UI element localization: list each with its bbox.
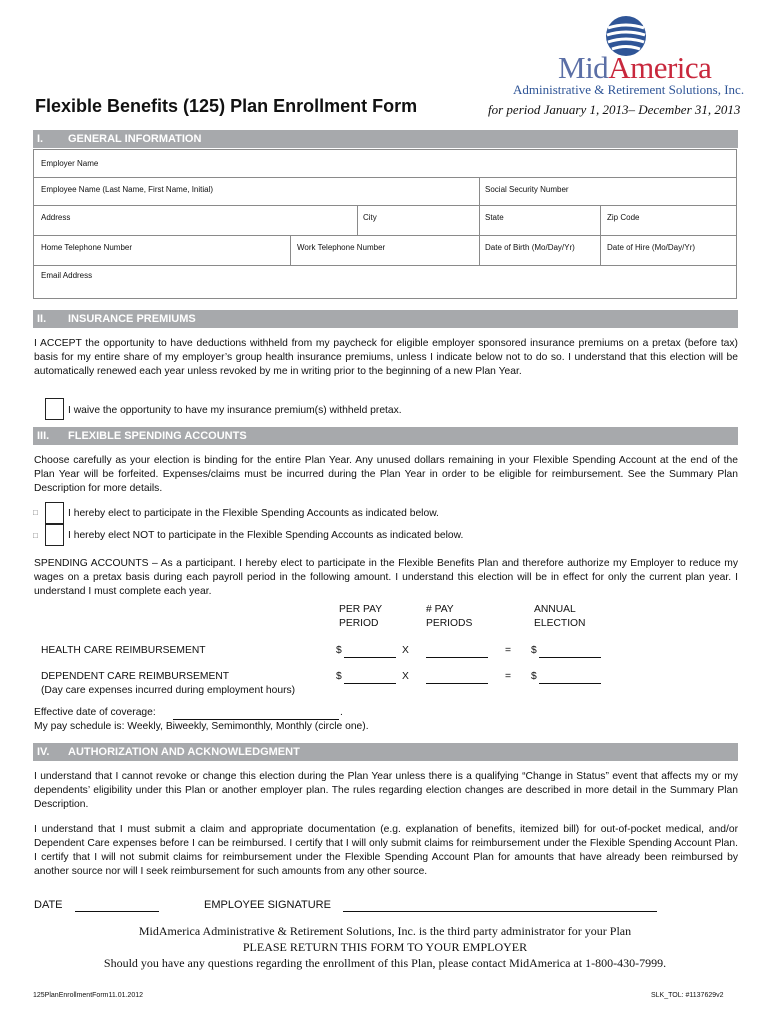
dependent-pay-periods-input[interactable]: [426, 683, 488, 684]
insurance-paragraph: I ACCEPT the opportunity to have deductions withheld from my paycheck for eligible employer sponsored insurance premiums on a pretax (before tax) basis for my entire share of my employer’s group health insurance premiums, unless I indicate below not to do so. I understand that this election will be automatically renewed each year unless revoked by me in writing prior to the beginning of a new Plan Year.: [34, 338, 738, 377]
ssn-field[interactable]: Social Security Number: [485, 185, 569, 194]
pay-schedule-line[interactable]: My pay schedule is: Weekly, Biweekly, Semimonthly, Monthly (circle one).: [34, 721, 369, 732]
date-input[interactable]: [75, 911, 159, 912]
company-subtitle: Administrative & Retirement Solutions, Inc.: [513, 82, 745, 97]
authorization-paragraph-1: I understand that I cannot revoke or change this election during the Plan Year unless there is a qualifying “Change in Status” event that affects my or my dependents’ eligibility under this Plan or another employer plan. The rules regarding election changes are described in more detail in the Summary Plan Description.: [34, 771, 738, 810]
health-per-pay-input[interactable]: [344, 657, 396, 658]
elect-glyph: □: [33, 508, 38, 517]
effective-date-label: Effective date of coverage:: [34, 707, 156, 718]
section-flexible-spending: III. FLEXIBLE SPENDING ACCOUNTS: [33, 427, 738, 445]
footer-administrator: MidAmerica Administrative & Retirement Solutions, Inc. is the third party administrator for your Plan: [138, 924, 632, 938]
health-annual-dollar: $: [531, 645, 537, 656]
city-field[interactable]: City: [363, 213, 377, 222]
health-equals: =: [505, 645, 512, 656]
col-per-pay-period: PERIOD: [339, 618, 379, 629]
elect-participate-label: I hereby elect to participate in the Flexible Spending Accounts as indicated below.: [68, 508, 439, 519]
health-care-label: HEALTH CARE REIMBURSEMENT: [41, 645, 206, 656]
signature-label: EMPLOYEE SIGNATURE: [204, 899, 331, 911]
dependent-times: X: [402, 671, 409, 682]
footer-return-instruction: PLEASE RETURN THIS FORM TO YOUR EMPLOYER: [242, 940, 528, 954]
general-info-grid: [33, 149, 737, 299]
dependent-equals: =: [505, 671, 512, 682]
form-id: 125PlanEnrollmentForm11.01.2012: [33, 992, 143, 999]
company-logo-text: MidAmerica: [558, 50, 712, 85]
form-title: Flexible Benefits (125) Plan Enrollment Form: [35, 96, 418, 116]
elect-not-participate-checkbox[interactable]: [45, 524, 64, 546]
col-pay: # PAY: [426, 604, 454, 615]
dependent-dollar-sign: $: [336, 671, 342, 682]
elect-not-participate-label: I hereby elect NOT to participate in the Flexible Spending Accounts as indicated below.: [68, 530, 464, 541]
dependent-care-label: DEPENDENT CARE REIMBURSEMENT: [41, 671, 230, 682]
dependent-per-pay-input[interactable]: [344, 683, 396, 684]
home-phone-field[interactable]: Home Telephone Number: [41, 243, 133, 252]
state-field[interactable]: State: [485, 213, 504, 222]
col-annual-election: ELECTION: [534, 618, 586, 629]
employer-name-field[interactable]: Employer Name: [41, 159, 99, 168]
dependent-annual-input[interactable]: [539, 683, 601, 684]
col-pay-periods: PERIODS: [426, 618, 473, 629]
health-pay-periods-input[interactable]: [426, 657, 488, 658]
employee-name-field[interactable]: Employee Name (Last Name, First Name, Initial): [41, 185, 214, 194]
health-times: X: [402, 645, 409, 656]
email-field[interactable]: Email Address: [41, 271, 93, 280]
address-field[interactable]: Address: [41, 213, 71, 222]
waive-premium-label: I waive the opportunity to have my insurance premium(s) withheld pretax.: [68, 405, 402, 416]
dependent-annual-dollar: $: [531, 671, 537, 682]
section-insurance-premiums: II. INSURANCE PREMIUMS: [33, 310, 738, 328]
health-annual-input[interactable]: [539, 657, 601, 658]
dob-field[interactable]: Date of Birth (Mo/Day/Yr): [485, 243, 575, 252]
not-elect-glyph: □: [33, 531, 38, 540]
waive-premium-checkbox[interactable]: [45, 398, 64, 420]
fsa-intro-paragraph: Choose carefully as your election is binding for the entire Plan Year. Any unused dollars remaining in your Flexible Spending Account at the end of the Plan Year will be forfeited. Expenses/claims must be incurred during the Plan Year in order to be eligible for reimbursement. See the Summary Plan Description for more details.: [34, 455, 738, 494]
hire-date-field[interactable]: Date of Hire (Mo/Day/Yr): [607, 243, 696, 252]
col-per-pay: PER PAY: [339, 604, 383, 615]
signature-input[interactable]: [343, 911, 657, 912]
work-phone-field[interactable]: Work Telephone Number: [297, 243, 386, 252]
date-label: DATE: [34, 899, 63, 911]
zip-field[interactable]: Zip Code: [607, 213, 640, 222]
section-authorization: IV. AUTHORIZATION AND ACKNOWLEDGMENT: [33, 743, 738, 761]
dependent-care-note: (Day care expenses incurred during employment hours): [41, 685, 296, 696]
col-annual: ANNUAL: [534, 604, 576, 615]
elect-participate-checkbox[interactable]: [45, 502, 64, 524]
health-dollar-sign: $: [336, 645, 342, 656]
spending-accounts-paragraph: SPENDING ACCOUNTS – As a participant. I hereby elect to participate in the Flexible Benefits Plan and therefore authorize my Employer to reduce my wages on a pretax basis during each payroll period in the following amount. I understand this election will be in effect for only the current plan year. I understand I must complete each year.: [34, 558, 738, 597]
plan-period: for period January 1, 2013– December 31, 2013: [488, 102, 741, 117]
document-ref: SLK_TOL: #1137629v2: [651, 992, 724, 999]
effective-date-input[interactable]: [173, 719, 339, 720]
section-general-information: I. GENERAL INFORMATION: [33, 130, 738, 148]
authorization-paragraph-2: I understand that I must submit a claim and appropriate documentation (e.g. explanation of benefits, itemized bill) for out-of-pocket medical, and/or Dependent Care expenses before I can be reimbursed. I certify that I will only submit claims for reimbursement under the Flexible Spending Account Plan. I certify that I will not submit claims for reimbursement under the Flexible Spending Account Plan for amounts that have already been reimbursed by another source nor will I seek reimbursement for such amounts from any other source.: [34, 824, 738, 877]
effective-date-period: .: [340, 707, 343, 718]
footer-contact: Should you have any questions regarding the enrollment of this Plan, please contact MidAmerica at 1-800-430-7999.: [103, 956, 667, 970]
